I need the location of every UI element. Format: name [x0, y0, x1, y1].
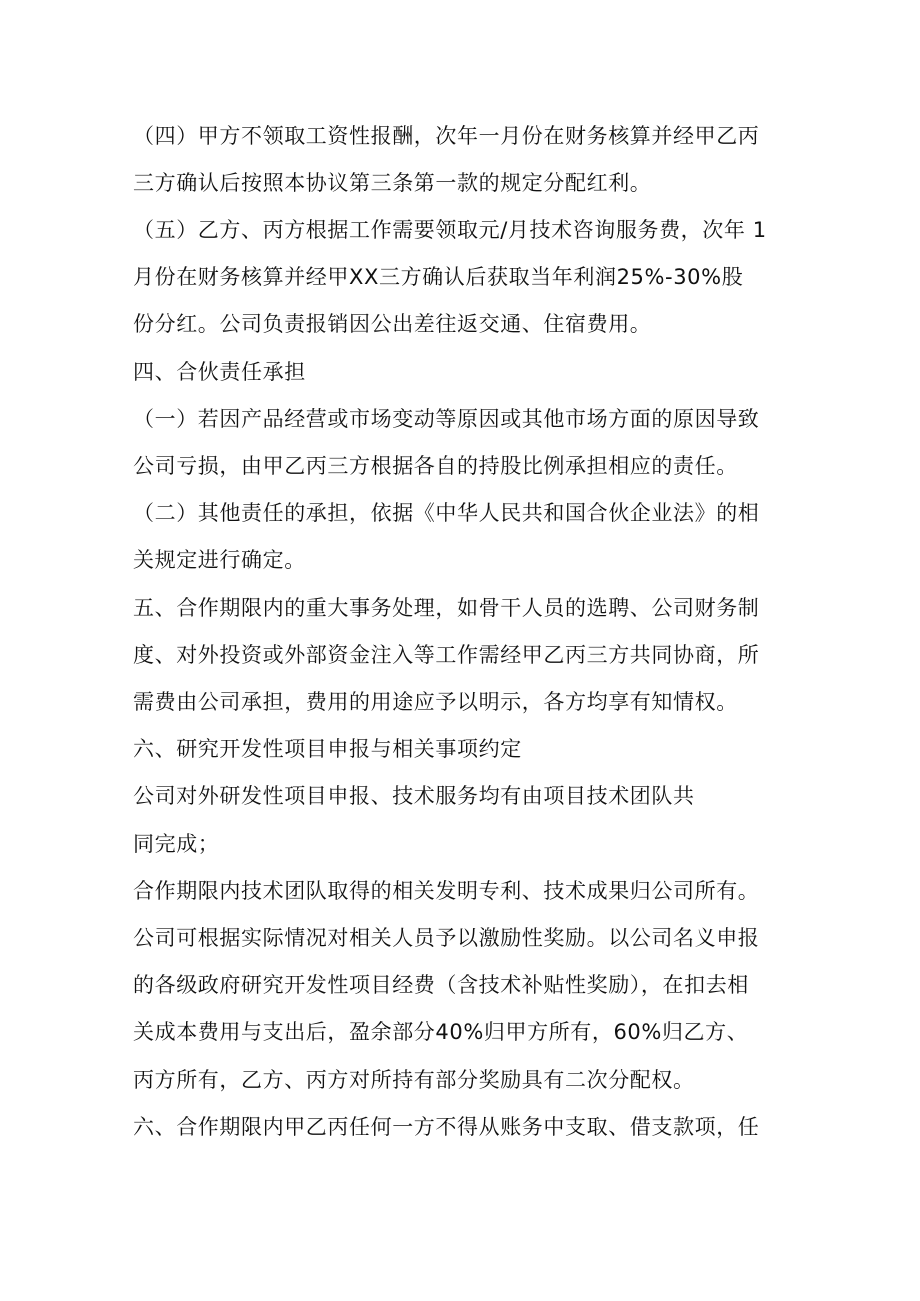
text-line: 公司对外研发性项目申报、技术服务均有由项目技术团队共: [133, 784, 695, 808]
section-heading: 四、合伙责任承担: [133, 360, 306, 384]
text-line: 同完成；: [133, 832, 220, 856]
text-line: 五、合作期限内的重大事务处理，如骨干人员的选聘、公司财务制: [133, 596, 760, 620]
text-line: （一）若因产品经营或市场变动等原因或其他市场方面的原因导致: [133, 407, 760, 431]
text-line: 关规定进行确定。: [133, 548, 306, 572]
text-line: 关成本费用与支出后，盈余部分40%归甲方所有，60%归乙方、: [133, 1020, 749, 1044]
text-line: 丙方所有，乙方、丙方对所持有部分奖励具有二次分配权。: [133, 1068, 695, 1092]
text-line: 三方确认后按照本协议第三条第一款的规定分配红利。: [133, 171, 652, 195]
text-line: 月份在财务核算并经甲XX三方确认后获取当年利润25%-30%股: [133, 265, 744, 289]
text-line: 公司可根据实际情况对相关人员予以激励性奖励。以公司名义申报: [133, 926, 760, 950]
text-line: 六、合作期限内甲乙丙任何一方不得从账务中支取、借支款项，任: [133, 1115, 760, 1139]
text-line: 需费由公司承担，费用的用途应予以明示，各方均享有知情权。: [133, 690, 738, 714]
text-line: 的各级政府研究开发性项目经费（含技术补贴性奖励），在扣去相: [133, 973, 749, 997]
text-line: 合作期限内技术团队取得的相关发明专利、技术成果归公司所有。: [133, 879, 760, 903]
text-line: （五）乙方、丙方根据工作需要领取元/月技术咨询服务费，次年 1: [133, 218, 767, 242]
section-heading: 六、研究开发性项目申报与相关事项约定: [133, 737, 522, 761]
text-line: （四）甲方不领取工资性报酬，次年一月份在财务核算并经甲乙丙: [133, 124, 760, 148]
text-line: （二）其他责任的承担，依据《中华人民共和国合伙企业法》的相: [133, 501, 760, 525]
text-line: 度、对外投资或外部资金注入等工作需经甲乙丙三方共同协商，所: [133, 643, 760, 667]
text-line: 份分红。公司负责报销因公出差往返交通、住宿费用。: [133, 312, 652, 336]
text-line: 公司亏损，由甲乙丙三方根据各自的持股比例承担相应的责任。: [133, 454, 738, 478]
